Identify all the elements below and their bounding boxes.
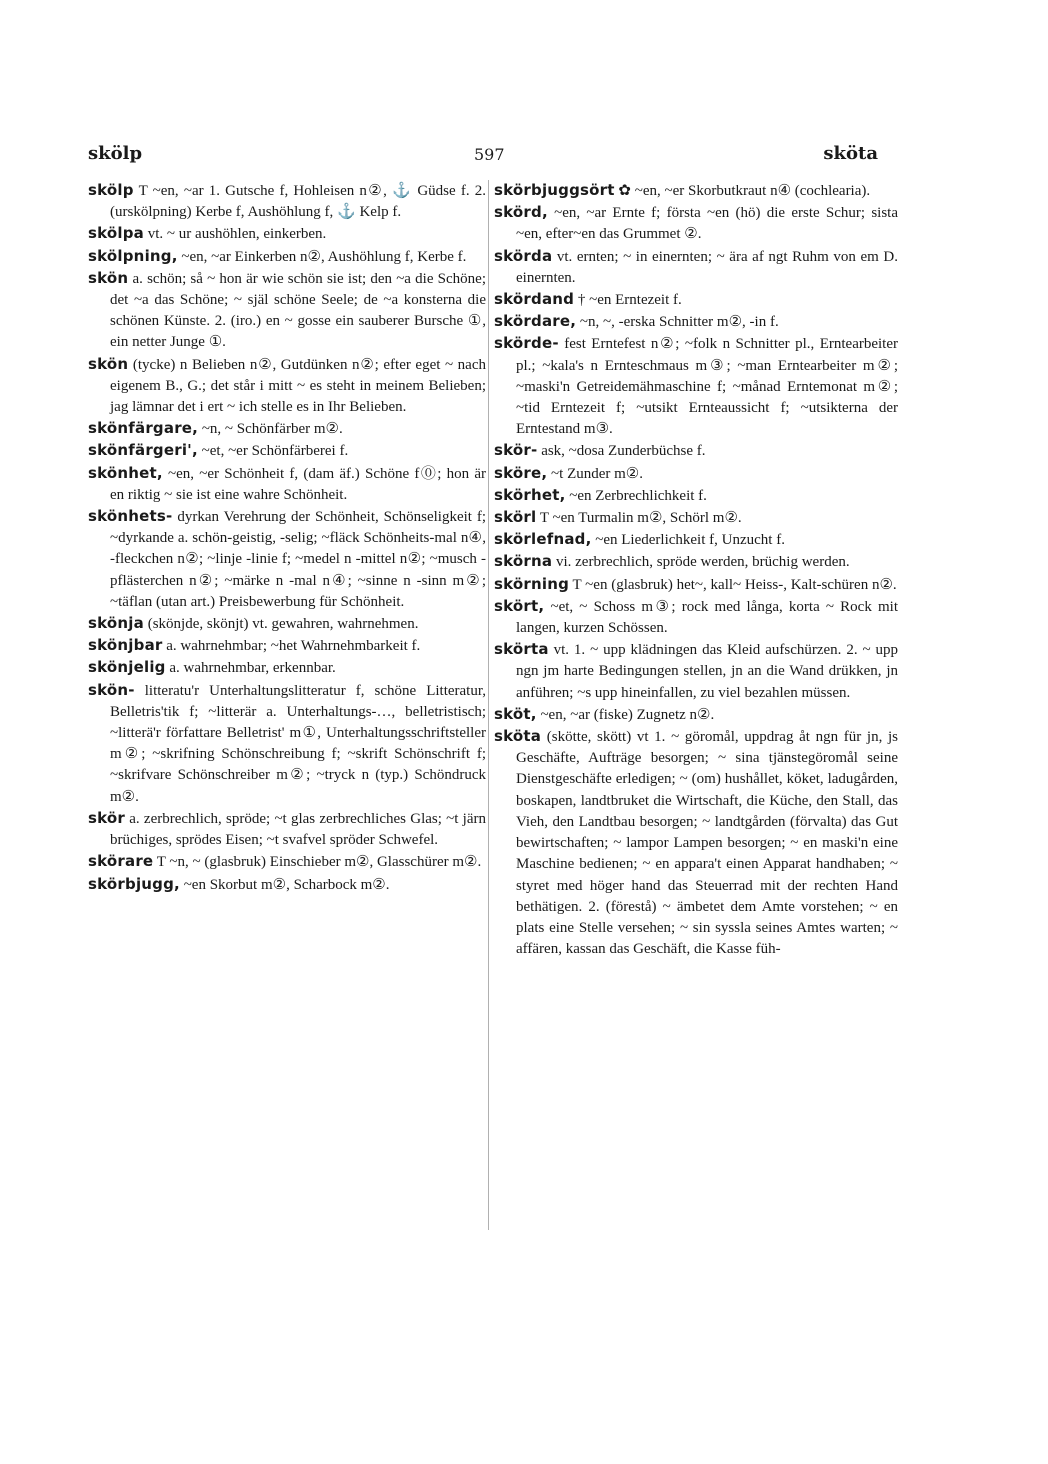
entry-headword: skör	[88, 808, 126, 827]
entry-headword: skörning	[494, 574, 570, 593]
entry-definition: (tycke) n Belieben n②, Gutdünken n②; efter eget ~ nach eigenem B., G.; det står i mitt ~ es steht in meinem Belieben; jag lämnar det i ert ~ ich stelle es in Ihr Belieben.	[110, 356, 486, 416]
entry-headword: skörde-	[494, 334, 559, 353]
dictionary-entry	[494, 202, 898, 245]
entry-definition: T ~en (glasbruk) het~, kall~ Heiss-, Kalt-schüren n②.	[572, 576, 897, 593]
entry-definition: ~en, ~ar Einkerben n②, Aushöhlung f, Kerbe f.	[181, 248, 467, 265]
entry-definition: fest Erntefest n②; ~folk n Schnitter pl., Erntearbeiter pl.; ~kala's n Ernteschmaus m③; ~man Erntearbeiter m②; ~maski'n Getreidemähmaschine f; ~månad Erntemonat m②; ~tid Erntezeit f; ~utsikt Ernteaussicht f; ~utsikterna der Erntestand m③.	[516, 336, 899, 438]
entry-headword: skörbjuggsört	[494, 181, 615, 199]
dictionary-entry	[494, 596, 898, 639]
entry-definition: ~n, ~, -erska Schnitter m②, -in f.	[579, 314, 779, 331]
entry-definition: vt. ernten; ~ in einernten; ~ ära af ngt Ruhm von em D. einernten.	[516, 248, 898, 286]
entry-headword: skönfärgare,	[88, 419, 199, 438]
entry-headword: skönhets-	[88, 507, 173, 526]
dictionary-entry	[88, 418, 486, 440]
dictionary-entry	[494, 551, 898, 573]
dictionary-entry	[88, 246, 486, 268]
entry-headword: sköt,	[494, 704, 537, 723]
entry-definition: a. zerbrechlich, spröde; ~t glas zerbrechliches Glas; ~t järn brüchiges, sprödes Eisen; ~t svafvel spröder Schwefel.	[110, 810, 487, 849]
entry-definition: (skötte, skött) vt 1. ~ göromål, uppdrag åt ngn für jn, js Geschäfte, Aufträge besorgen; ~ sina tjänstegöromål seine Dienstgeschäfte erledigen; ~ (om) hushållet, köket, ladugården, boskapen, landtbruket die Wirtschaft, die Küche, den Stall, das Vieh, den Landtbau besorgen; ~ landtgården (förvalta) das Gut bewirtschaften; ~ lampor Lampen besorgen; ~ en maski'n eine Maschine bedienen; ~ en appara't einen Apparat handhaben; ~ styret med höger hand das Steuerrad mit der rechten Hand bethätigen. 2. (förestå) ~ ämbetet dem Amte vorstehen; ~ en plats eine Stelle versehen; ~ sin syssla seines Amtes warten; ~ affären, kassan das Geschäft, die Kasse füh-	[516, 729, 899, 958]
dictionary-entry	[88, 851, 486, 873]
dictionary-entry	[494, 311, 898, 333]
entry-headword: skönja	[88, 614, 144, 633]
dictionary-entry	[494, 289, 898, 311]
entry-definition: ~en Liederlichkeit f, Unzucht f.	[595, 532, 785, 549]
entry-definition: † ~en Erntezeit f.	[577, 292, 682, 309]
entry-definition: (skönjde, skönjt) vt. gewahren, wahrnehmen.	[147, 616, 419, 633]
entry-definition: a. wahrnehmbar, erkennbar.	[169, 660, 336, 677]
entry-definition: vt. ~ ur aushöhlen, einkerben.	[147, 226, 327, 243]
entry-headword: skönjelig	[88, 658, 166, 677]
entry-headword: skörare	[88, 852, 154, 871]
dictionary-entry	[494, 333, 898, 440]
dictionary-entry	[88, 180, 486, 223]
right-guide-word: sköta	[823, 143, 878, 164]
entry-headword: skör-	[494, 441, 538, 460]
dictionary-entry	[88, 613, 486, 635]
dictionary-entry	[88, 874, 486, 896]
column-divider	[488, 180, 489, 1230]
entry-definition: litteratu'r Unterhaltungslitteratur f, schöne Litteratur, Belletris'tik f; ~litterär a. Unterhaltungs-…, belletristisch; ~litterä'r författare Belletrist' m①, Unterhaltungsschriftsteller m②; ~skrifning Schönschreibung f; ~skrift Schönschrift f; ~skrifvare Schönschreiber m②; ~tryck n (typ.) Schöndruck m②.	[110, 682, 486, 805]
entry-definition: T ~en Turmalin m②, Schörl m②.	[539, 510, 742, 527]
dictionary-entry	[494, 726, 898, 960]
entry-headword: skörd,	[494, 203, 548, 222]
entry-headword: skörda	[494, 246, 553, 265]
entry-definition: ask, ~dosa Zunderbüchse f.	[541, 443, 706, 460]
entry-definition: ~en Zerbrechlichkeit f.	[569, 487, 707, 504]
entry-definition: a. schön; så ~ hon är wie schön sie ist; den ~a die Schöne; det ~a das Schöne; ~ själ schöne Seele; de ~a konsterna die schönen Künste. 2. (iro.) en ~ gosse ein sauberer Bursche ①, ein netter Junge ①.	[110, 270, 486, 351]
entry-definition: vi. zerbrechlich, spröde werden, brüchig werden.	[555, 554, 850, 571]
entry-headword: skörna	[494, 552, 553, 571]
entry-definition: ~en, ~er Schönheit f, (dam äf.) Schöne f⓪; hon är en riktig ~ sie ist eine wahre Schönheit.	[110, 465, 487, 503]
left-guide-word: skölp	[88, 143, 143, 164]
entry-headword: skön	[88, 354, 129, 373]
entry-headword: skört,	[494, 596, 545, 615]
page-number: 597	[474, 145, 505, 164]
entry-headword: skördand	[494, 290, 575, 309]
dictionary-entry	[494, 485, 898, 507]
entry-definition: T ~en, ~ar 1. Gutsche f, Hohleisen n②, ⚓ Güdse f. 2. (urskölpning) Kerbe f, Aushöhlung f, ⚓ Kelp f.	[110, 183, 486, 221]
dictionary-entry	[494, 463, 898, 485]
dictionary-entry	[494, 704, 898, 726]
entry-definition: ~et, ~er Schönfärberei f.	[201, 443, 349, 460]
entry-headword: skölpning,	[88, 246, 178, 265]
dictionary-entry	[88, 463, 486, 506]
dictionary-entry	[494, 574, 898, 596]
entry-headword: skörbjugg,	[88, 874, 180, 893]
dictionary-entry	[88, 268, 486, 354]
dictionary-entry	[88, 223, 486, 245]
dictionary-entry	[88, 680, 486, 808]
entry-definition: ~et, ~ Schoss m③; rock med långa, korta ~ Rock mit langen, kurzen Schössen.	[516, 598, 899, 637]
entry-definition: ~t Zunder m②.	[551, 465, 643, 482]
entry-definition: vt. 1. ~ upp klädningen das Kleid aufschürzen. 2. ~ upp ngn jm harte Bedingungen stellen, jn an die Wand drükken, jn anführen; ~s upp hineinfallen, zu viel bezahlen müssen.	[516, 642, 898, 701]
dictionary-entry	[494, 507, 898, 529]
entry-headword: sköre,	[494, 463, 548, 482]
entry-headword: skönjbar	[88, 636, 163, 655]
dictionary-entry	[88, 808, 486, 851]
entry-definition: ✿ ~en, ~er Skorbutkraut n④ (cochlearia).	[618, 183, 871, 199]
entry-headword: skördare,	[494, 312, 577, 331]
entry-headword: skölp	[88, 181, 134, 199]
left-column	[88, 180, 486, 896]
dictionary-entry	[494, 639, 898, 704]
entry-definition: dyrkan Verehrung der Schönheit, Schönseligkeit f; ~dyrkande a. schön-geistig, -selig; ~fläck Schönheits-mal n④, -fleckchen n②; ~linje -linie f; ~medel n -mittel n②; ~musch -pflästerchen n②; ~märke n -mal n④; ~sinne n -sinn m②; ~täflan (utan art.) Preisbewerbung für Schönheit.	[110, 509, 486, 610]
entry-definition: ~en, ~ar (fiske) Zugnetz n②.	[540, 706, 715, 723]
entry-definition: a. wahrnehmbar; ~het Wahrnehmbarkeit f.	[166, 638, 421, 655]
entry-headword: skörl	[494, 508, 537, 527]
entry-definition: ~n, ~ Schönfärber m②.	[201, 421, 343, 438]
entry-headword: skörhet,	[494, 485, 566, 504]
entry-headword: skölpa	[88, 224, 145, 243]
dictionary-entry	[88, 657, 486, 679]
entry-headword: skönhet,	[88, 463, 163, 482]
entry-headword: sköta	[494, 727, 542, 746]
entry-headword: skön	[88, 268, 129, 287]
entry-headword: skörlefnad,	[494, 530, 592, 549]
dictionary-entry	[494, 529, 898, 551]
entry-headword: skön-	[88, 680, 135, 699]
entry-headword: skörta	[494, 640, 549, 659]
dictionary-entry	[494, 246, 898, 289]
entry-definition: T ~n, ~ (glasbruk) Einschieber m②, Glasschürer m②.	[156, 854, 482, 871]
dictionary-entry	[88, 354, 486, 419]
dictionary-entry	[88, 440, 486, 462]
dictionary-entry	[88, 635, 486, 657]
page-header	[88, 143, 878, 165]
entry-headword: skönfärgeri',	[88, 441, 198, 460]
entry-definition: ~en Skorbut m②, Scharbock m②.	[183, 876, 390, 893]
entry-definition: ~en, ~ar Ernte f; första ~en (hö) die erste Schur; sista ~en, efter~en das Grummet ②.	[516, 205, 899, 243]
dictionary-entry	[494, 180, 898, 202]
right-column	[494, 180, 898, 960]
dictionary-entry	[88, 506, 486, 613]
dictionary-entry	[494, 440, 898, 462]
